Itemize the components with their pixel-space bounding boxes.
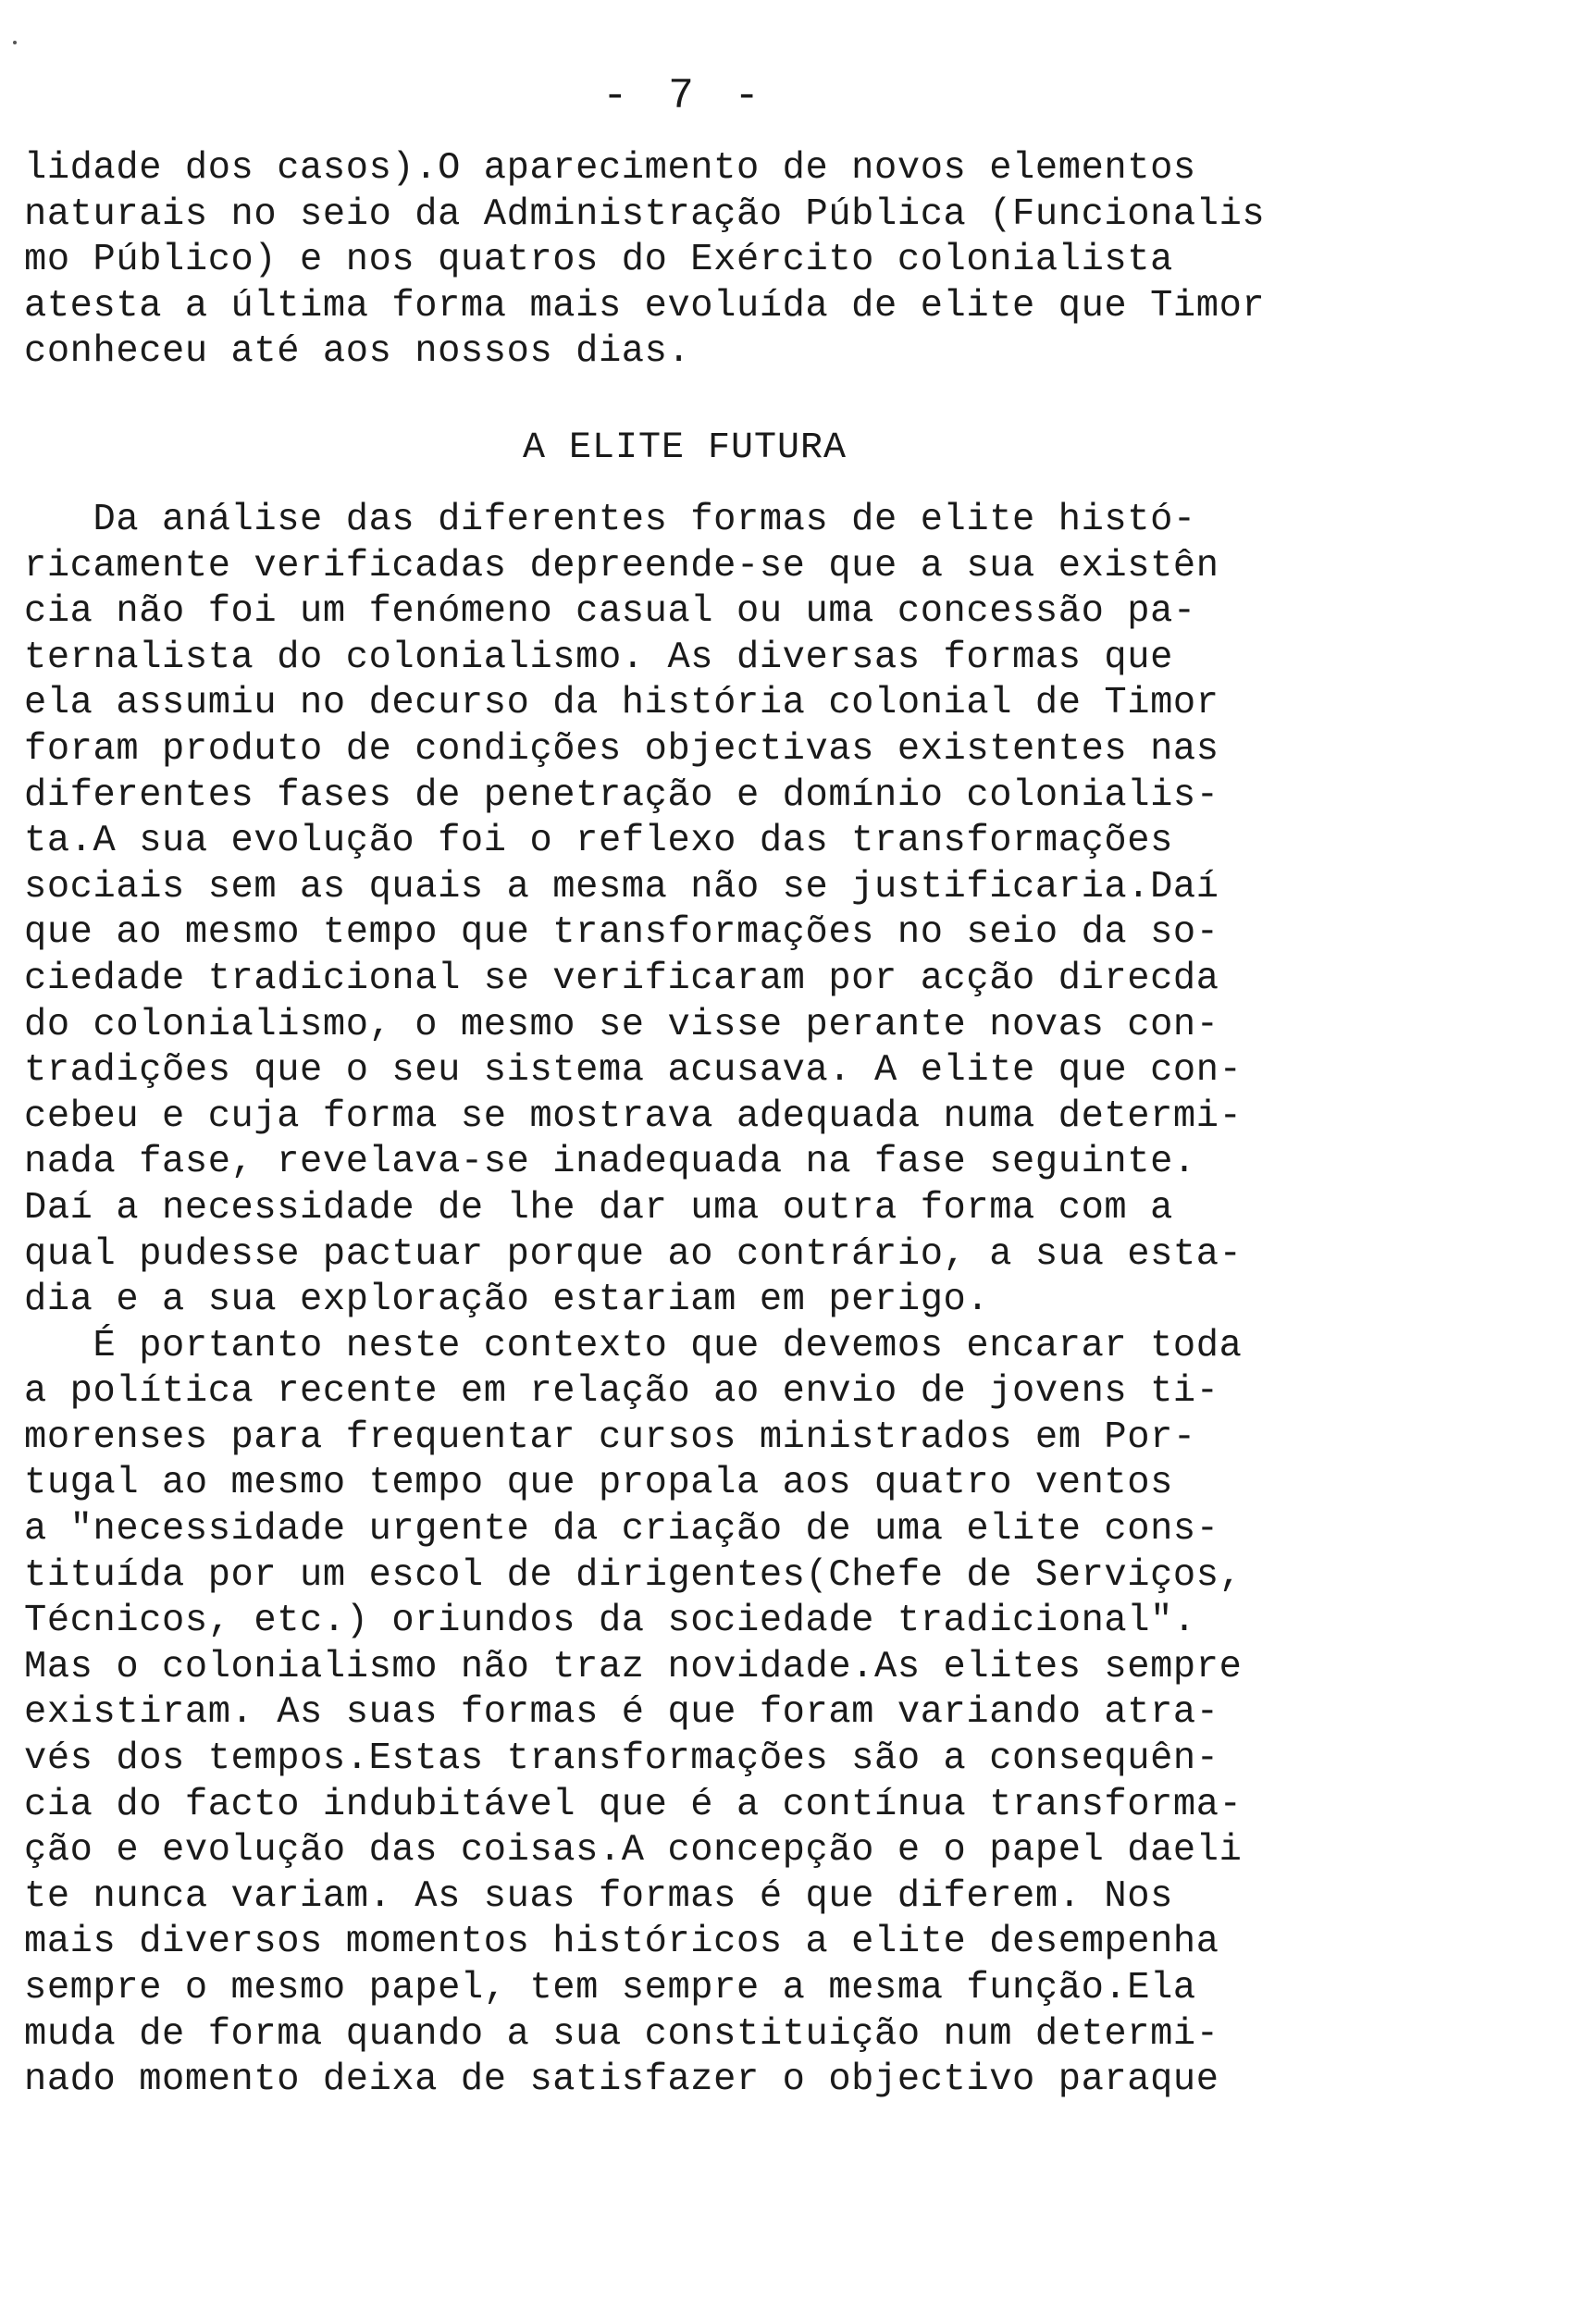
text-line: conheceu até aos nossos dias. bbox=[24, 330, 691, 374]
text-line: a "necessidade urgente da criação de uma elite cons- bbox=[24, 1508, 1219, 1551]
text-line: ção e evolução das coisas.A concepção e o papel daeli bbox=[24, 1829, 1243, 1873]
text-line: Mas o colonialismo não traz novidade.As elites sempre bbox=[24, 1645, 1243, 1688]
text-line: É portanto neste contexto que devemos encarar toda bbox=[24, 1324, 1243, 1367]
text-line: Técnicos, etc.) oriundos da sociedade tradicional". bbox=[24, 1600, 1196, 1643]
text-line: te nunca variam. As suas formas é que diferem. Nos bbox=[24, 1874, 1173, 1918]
text-line: atesta a última forma mais evoluída de elite que Timor bbox=[24, 284, 1266, 328]
text-line: ternalista do colonialismo. As diversas formas que bbox=[24, 636, 1173, 679]
text-line: a política recente em relação ao envio de jovens ti- bbox=[24, 1370, 1219, 1414]
text-line: mo Público) e nos quatros do Exército colonialista bbox=[24, 239, 1173, 282]
intro-paragraph bbox=[24, 146, 1265, 376]
text-line: ciedade tradicional se verificaram por acção direcda bbox=[24, 957, 1219, 1000]
text-line: diferentes fases de penetração e domínio colonialis- bbox=[24, 773, 1219, 817]
text-line: tugal ao mesmo tempo que propala aos quatro ventos bbox=[24, 1462, 1173, 1505]
text-line: Daí a necessidade de lhe dar uma outra forma com a bbox=[24, 1186, 1173, 1230]
text-line: morenses para frequentar cursos ministrados em Por- bbox=[24, 1415, 1196, 1459]
text-line: cia não foi um fenómeno casual ou uma concessão pa- bbox=[24, 590, 1196, 634]
text-line: vés dos tempos.Estas transformações são a consequên- bbox=[24, 1737, 1219, 1781]
scan-speck bbox=[13, 41, 17, 44]
body-text bbox=[24, 498, 1242, 2104]
text-line: existiram. As suas formas é que foram variando atra- bbox=[24, 1691, 1219, 1735]
text-line: que ao mesmo tempo que transformações no seio da so- bbox=[24, 911, 1219, 955]
text-line: ta.A sua evolução foi o reflexo das transformações bbox=[24, 820, 1173, 863]
text-line: nado momento deixa de satisfazer o objectivo paraque bbox=[24, 2058, 1219, 2102]
text-line: sociais sem as quais a mesma não se justificaria.Daí bbox=[24, 865, 1219, 909]
text-line: do colonialismo, o mesmo se visse perante novas con- bbox=[24, 1003, 1219, 1046]
section-heading: A ELITE FUTURA bbox=[522, 427, 848, 469]
text-line: qual pudesse pactuar porque ao contrário, a sua esta- bbox=[24, 1232, 1243, 1276]
text-line: mais diversos momentos históricos a elite desempenha bbox=[24, 1921, 1219, 1964]
text-line: foram produto de condições objectivas existentes nas bbox=[24, 727, 1219, 771]
text-line: sempre o mesmo papel, tem sempre a mesma função.Ela bbox=[24, 1967, 1196, 2009]
text-line: ela assumiu no decurso da história colonial de Timor bbox=[24, 682, 1219, 725]
text-line: tituída por um escol de dirigentes(Chefe de Serviços, bbox=[24, 1553, 1243, 1597]
text-line: Da análise das diferentes formas de elite histó- bbox=[24, 499, 1196, 541]
text-line: nada fase, revelava-se inadequada na fase seguinte. bbox=[24, 1141, 1196, 1184]
text-line: dia e a sua exploração estariam em perigo. bbox=[24, 1279, 990, 1322]
text-line: naturais no seio da Administração Pública (Funcionalis bbox=[24, 192, 1266, 236]
text-line: ricamente verificadas depreende-se que a sua existên bbox=[24, 544, 1219, 587]
page-number: - 7 - bbox=[601, 72, 768, 120]
text-line: cebeu e cuja forma se mostrava adequada numa determi- bbox=[24, 1094, 1243, 1138]
text-line: cia do facto indubitável que é a contínua transforma- bbox=[24, 1783, 1243, 1826]
text-line: tradições que o seu sistema acusava. A elite que con- bbox=[24, 1049, 1243, 1093]
text-line: lidade dos casos).O aparecimento de novos elementos bbox=[24, 147, 1196, 190]
text-line: muda de forma quando a sua constituição num determi- bbox=[24, 2012, 1219, 2056]
